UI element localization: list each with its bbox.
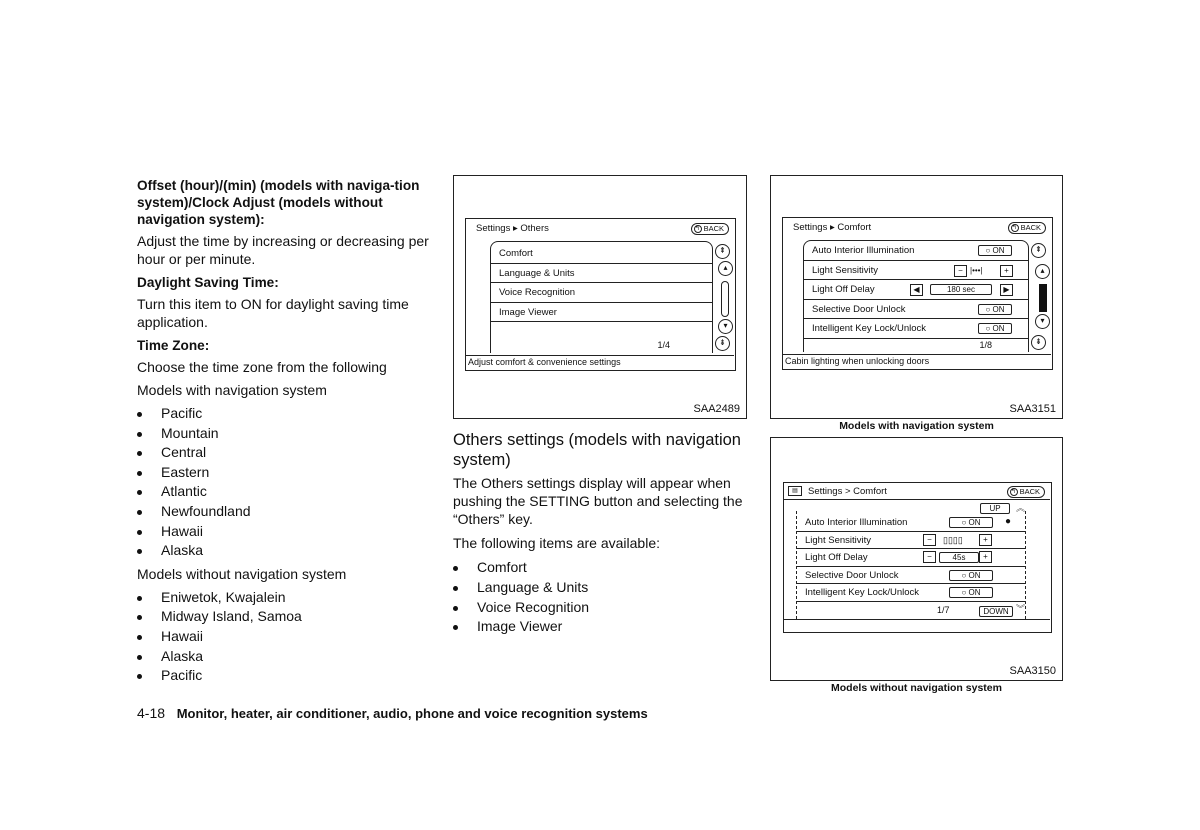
- list-item: Alaska: [137, 647, 431, 667]
- increase-icon[interactable]: +: [1000, 265, 1013, 277]
- scroll-down-icon[interactable]: ▾: [1035, 314, 1050, 329]
- screen-title: Settings ▸ Comfort: [793, 222, 872, 233]
- menu-item-language-units[interactable]: Language & Units: [491, 264, 712, 284]
- page-indicator: 1/4: [657, 340, 670, 350]
- selection-dot-icon: ●: [1005, 516, 1012, 527]
- toggle-on-indicator[interactable]: ○ ON: [949, 517, 993, 528]
- page-indicator: 1/7: [937, 605, 950, 615]
- back-arrow-icon: ↰: [1012, 225, 1018, 231]
- screen-others: [465, 218, 736, 371]
- chapter-title: Monitor, heater, air conditioner, audio, phone and voice recognition systems: [176, 706, 648, 721]
- list-item: Alaska: [137, 541, 431, 561]
- decrease-icon[interactable]: ◀: [910, 284, 923, 296]
- scroll-bottom-icon[interactable]: ⇟: [715, 336, 730, 351]
- status-divider: [466, 355, 734, 356]
- items-intro: The following items are available:: [453, 535, 660, 551]
- back-button[interactable]: ↰ BACK: [691, 223, 729, 235]
- left-column: [137, 177, 431, 690]
- row-intelligent-key[interactable]: Intelligent Key Lock/Unlock ○ ON: [797, 584, 1025, 602]
- scroll-up-icon[interactable]: ▴: [1035, 264, 1050, 279]
- list-item: Midway Island, Samoa: [137, 607, 431, 627]
- scroll-top-icon[interactable]: ⇞: [715, 244, 730, 259]
- list-item: Comfort: [453, 558, 747, 578]
- row-auto-interior-illumination[interactable]: Auto Interior Illumination ○ ON ●: [797, 514, 1025, 532]
- list-item: Hawaii: [137, 627, 431, 647]
- delay-value: 45s: [939, 552, 979, 563]
- settings-screen-icon: ▤: [788, 486, 802, 496]
- others-heading: Others settings (models with navigation system): [453, 431, 741, 469]
- list-item: Voice Recognition: [453, 598, 747, 618]
- timezone-heading: Time Zone:: [137, 338, 210, 353]
- timezone-text: Choose the time zone from the following: [137, 359, 387, 375]
- list-item: Newfoundland: [137, 502, 431, 522]
- offset-heading: Offset (hour)/(min) (models with naviga-tion system)/Clock Adjust (models without navigation system):: [137, 178, 420, 227]
- toggle-on-indicator[interactable]: ○ ON: [949, 587, 993, 598]
- figure-others-settings: [453, 175, 747, 419]
- row-light-off-delay[interactable]: Light Off Delay ◀ 180 sec ▶: [804, 280, 1028, 300]
- back-arrow-icon: ↰: [695, 226, 701, 232]
- toggle-on-indicator[interactable]: ○ ON: [978, 245, 1012, 256]
- screen-title: Settings > Comfort: [808, 486, 887, 497]
- back-arrow-icon: ↰: [1011, 489, 1017, 495]
- row-intelligent-key[interactable]: Intelligent Key Lock/Unlock ○ ON: [804, 319, 1028, 339]
- row-light-sensitivity[interactable]: Light Sensitivity − ▯▯▯▯ +: [797, 532, 1025, 550]
- figure-code: SAA3150: [1009, 665, 1056, 677]
- caption-nav: Models with navigation system: [839, 420, 994, 432]
- decrease-icon[interactable]: −: [954, 265, 967, 277]
- back-button[interactable]: ↰ BACK: [1008, 222, 1046, 234]
- dst-text: Turn this item to ON for daylight saving time application.: [137, 296, 409, 330]
- row-light-sensitivity[interactable]: Light Sensitivity − |•••| +: [804, 261, 1028, 281]
- scroll-bottom-icon[interactable]: ⇟: [1031, 335, 1046, 350]
- up-button[interactable]: UP: [980, 503, 1010, 514]
- others-item-list: [453, 558, 747, 637]
- list-item: Pacific: [137, 404, 431, 424]
- screen-title: Settings ▸ Others: [476, 223, 549, 234]
- list-item: Mountain: [137, 424, 431, 444]
- caption-nonav: Models without navigation system: [831, 682, 1002, 694]
- list-item: Image Viewer: [453, 617, 747, 637]
- toggle-on-indicator[interactable]: ○ ON: [978, 323, 1012, 334]
- scroll-up-chevron-icon[interactable]: ︽: [1016, 503, 1026, 513]
- down-button[interactable]: DOWN: [979, 606, 1013, 617]
- toggle-on-indicator[interactable]: ○ ON: [949, 570, 993, 581]
- settings-panel: [803, 240, 1029, 352]
- scroll-up-icon[interactable]: ▴: [718, 261, 733, 276]
- list-item: Hawaii: [137, 522, 431, 542]
- status-text: Cabin lighting when unlocking doors: [785, 356, 930, 366]
- nav-models-label: Models with navigation system: [137, 382, 327, 398]
- list-item: Language & Units: [453, 578, 747, 598]
- menu-item-comfort[interactable]: Comfort: [491, 244, 712, 264]
- list-item: Eniwetok, Kwajalein: [137, 588, 431, 608]
- sensitivity-level-icon: |•••|: [970, 265, 983, 275]
- figure-code: SAA3151: [1009, 403, 1056, 415]
- page-footer: [137, 705, 648, 721]
- offset-text: Adjust the time by increasing or decreasing per hour or per minute.: [137, 233, 429, 267]
- scrollbar-thumb[interactable]: [1039, 284, 1047, 312]
- scroll-top-icon[interactable]: ⇞: [1031, 243, 1046, 258]
- others-text: The Others settings display will appear when pushing the SETTING button and selecting the “Others” key.: [453, 475, 743, 527]
- delay-value: 180 sec: [930, 284, 992, 295]
- list-item: Eastern: [137, 463, 431, 483]
- decrease-icon[interactable]: −: [923, 534, 936, 546]
- row-auto-interior-illumination[interactable]: Auto Interior Illumination ○ ON: [804, 241, 1028, 261]
- page-indicator: 1/8: [979, 340, 992, 350]
- decrease-icon[interactable]: −: [923, 551, 936, 563]
- list-item: Central: [137, 443, 431, 463]
- screen-comfort-nav: [782, 217, 1053, 370]
- nonav-zone-list: [137, 588, 431, 686]
- status-divider: [783, 354, 1051, 355]
- row-light-off-delay[interactable]: Light Off Delay − 45s +: [797, 549, 1025, 567]
- list-item: Pacific: [137, 666, 431, 686]
- dst-heading: Daylight Saving Time:: [137, 275, 279, 290]
- toggle-on-indicator[interactable]: ○ ON: [978, 304, 1012, 315]
- nonav-models-label: Models without navigation system: [137, 565, 347, 582]
- increase-icon[interactable]: ▶: [1000, 284, 1013, 296]
- menu-item-voice-recognition[interactable]: Voice Recognition: [491, 283, 712, 303]
- nav-zone-list: [137, 404, 431, 561]
- page-number: 4-18: [137, 705, 166, 721]
- middle-column: [453, 431, 747, 637]
- sensitivity-level-icon: ▯▯▯▯: [943, 534, 963, 545]
- menu-panel: [490, 241, 713, 353]
- back-button[interactable]: ↰ BACK: [1007, 486, 1045, 498]
- menu-item-image-viewer[interactable]: Image Viewer: [491, 303, 712, 323]
- increase-icon[interactable]: +: [979, 551, 992, 563]
- scroll-down-icon[interactable]: ▾: [718, 319, 733, 334]
- list-item: Atlantic: [137, 482, 431, 502]
- increase-icon[interactable]: +: [979, 534, 992, 546]
- row-selective-door-unlock[interactable]: Selective Door Unlock ○ ON: [797, 567, 1025, 585]
- screen-comfort-nonav: [783, 482, 1052, 633]
- scroll-down-chevron-icon[interactable]: ︾: [1016, 604, 1026, 614]
- figure-code: SAA2489: [693, 403, 740, 415]
- row-selective-door-unlock[interactable]: Selective Door Unlock ○ ON: [804, 300, 1028, 320]
- scrollbar[interactable]: [721, 281, 729, 317]
- figure-comfort-nonav: [770, 437, 1063, 681]
- figure-comfort-nav: [770, 175, 1063, 419]
- status-text: Adjust comfort & convenience settings: [468, 357, 621, 367]
- settings-panel: [796, 511, 1026, 619]
